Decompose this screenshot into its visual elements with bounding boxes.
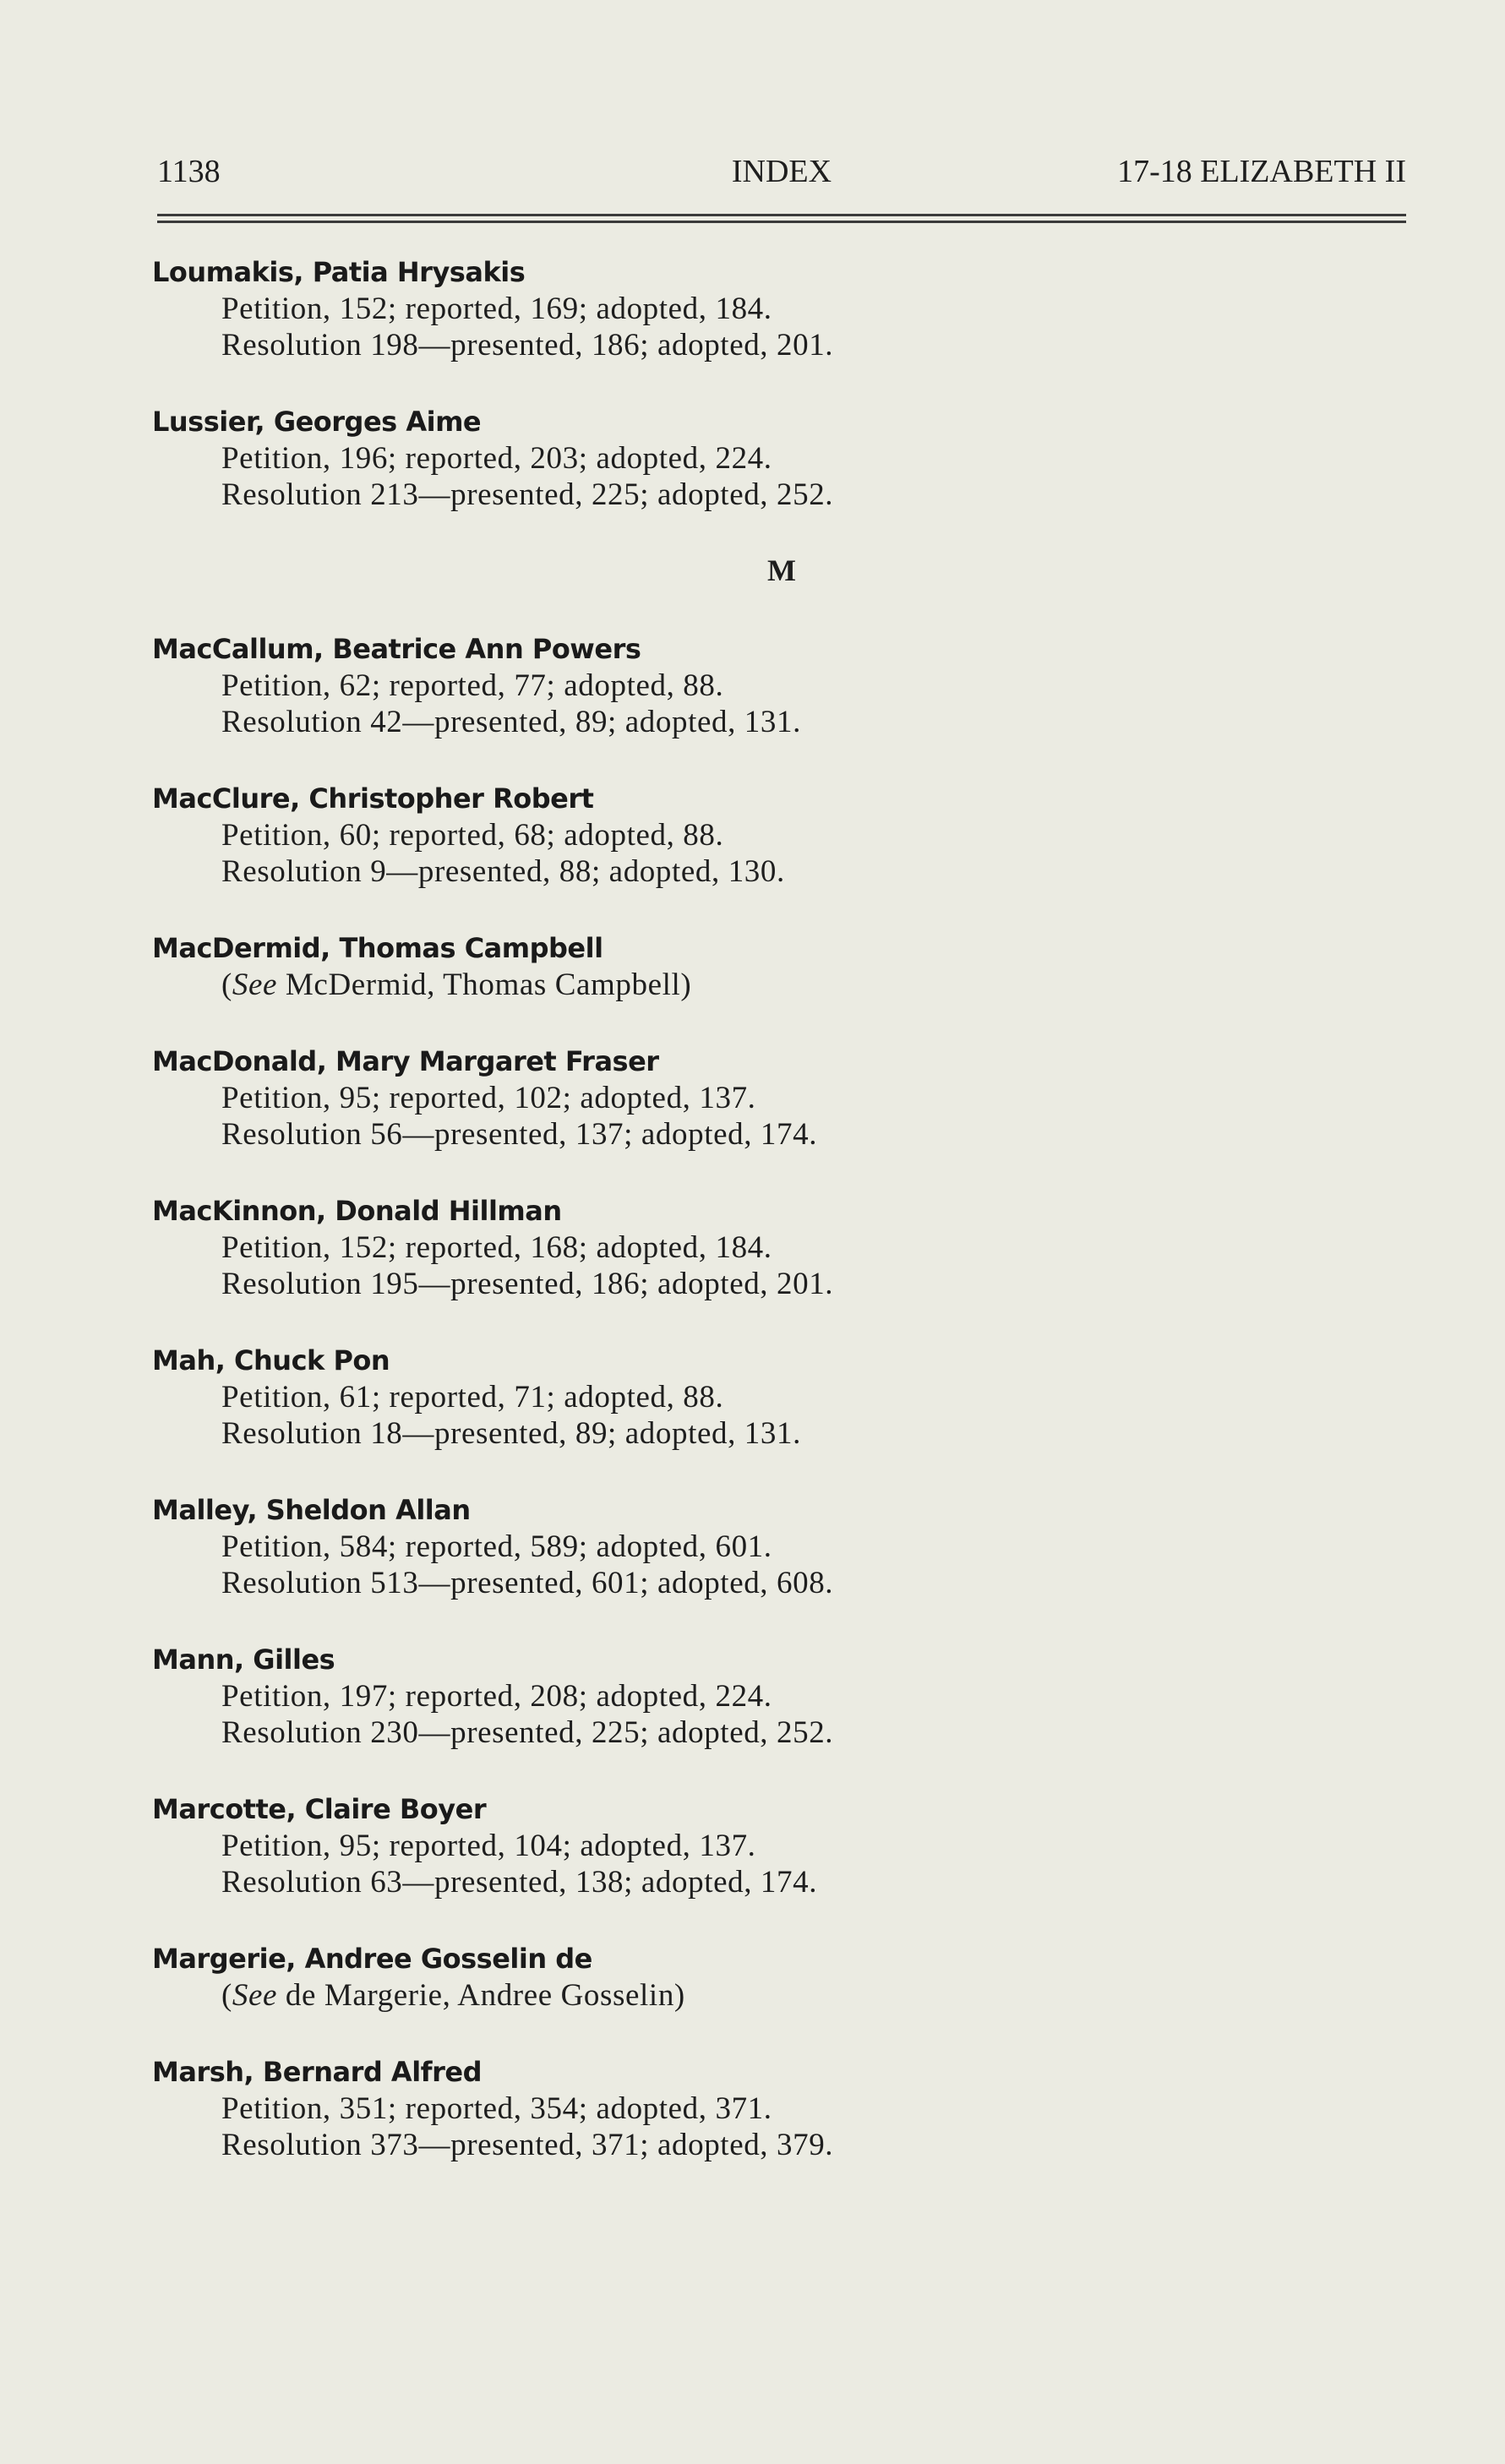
entry-name: Mah, Chuck Pon	[152, 1344, 390, 1376]
entry-name: Mann, Gilles	[152, 1644, 335, 1676]
index-entry	[152, 780, 1251, 890]
entries-before	[152, 253, 1251, 513]
entry-name: MacCallum, Beatrice Ann Powers	[152, 633, 641, 665]
header-rule-top	[157, 214, 1406, 216]
entry-reference-line: Petition, 95; reported, 104; adopted, 137.	[221, 1829, 756, 1863]
index-entry	[152, 253, 1251, 363]
entries-after	[152, 630, 1251, 2163]
index-entry	[152, 1192, 1251, 1302]
header-title: INDEX	[731, 154, 832, 189]
entry-reference-line: Resolution 63—presented, 138; adopted, 174.	[221, 1865, 818, 1900]
see-target: McDermid, Thomas Campbell)	[277, 968, 692, 1002]
entry-name: Malley, Sheldon Allan	[152, 1494, 471, 1526]
header-rule-bottom	[157, 221, 1406, 223]
page-number: 1138	[157, 154, 221, 189]
see-word: See	[232, 1978, 278, 2013]
entry-name: MacDonald, Mary Margaret Fraser	[152, 1045, 659, 1077]
entry-name: MacClure, Christopher Robert	[152, 782, 594, 815]
entry-reference-line: Resolution 18—presented, 89; adopted, 131.	[221, 1416, 801, 1451]
entry-reference-line: Petition, 61; reported, 71; adopted, 88.	[221, 1380, 724, 1415]
index-entry	[152, 403, 1251, 513]
index-entry	[152, 1491, 1251, 1601]
entry-name: Marsh, Bernard Alfred	[152, 2056, 482, 2088]
entry-name: Loumakis, Patia Hrysakis	[152, 256, 526, 288]
see-target: de Margerie, Andree Gosselin)	[277, 1978, 685, 2013]
entry-reference-line: Petition, 95; reported, 102; adopted, 137.	[221, 1081, 756, 1115]
entry-reference-line: Petition, 152; reported, 169; adopted, 184.	[221, 292, 772, 326]
index-entry	[152, 630, 1251, 740]
entry-name: MacDermid, Thomas Campbell	[152, 932, 603, 964]
entry-reference-line: Petition, 152; reported, 168; adopted, 184.	[221, 1230, 772, 1265]
running-header	[157, 150, 1406, 193]
index-entry	[152, 1342, 1251, 1452]
index-entry	[152, 1791, 1251, 1900]
entry-name: Lussier, Georges Aime	[152, 406, 482, 438]
entry-reference-line: Petition, 351; reported, 354; adopted, 371.	[221, 2091, 772, 2126]
entry-name: Marcotte, Claire Boyer	[152, 1793, 487, 1825]
entry-reference-line: Petition, 584; reported, 589; adopted, 601.	[221, 1529, 772, 1564]
see-open-paren: (	[221, 1978, 232, 2013]
entry-see-reference	[152, 1977, 1251, 2014]
index-entry	[152, 1043, 1251, 1153]
entry-reference-line: Resolution 195—presented, 186; adopted, 201.	[221, 1267, 834, 1301]
index-entry	[152, 1940, 1251, 2014]
entry-reference-line: Resolution 42—presented, 89; adopted, 131.	[221, 705, 801, 739]
entry-reference-line: Petition, 62; reported, 77; adopted, 88.	[221, 668, 724, 703]
entry-name: Margerie, Andree Gosselin de	[152, 1943, 592, 1975]
index-body	[152, 253, 1251, 2203]
entry-reference-line: Petition, 196; reported, 203; adopted, 224.	[221, 441, 772, 476]
entry-reference-line: Resolution 213—presented, 225; adopted, 252.	[221, 477, 834, 512]
entry-reference-line: Petition, 60; reported, 68; adopted, 88.	[221, 818, 724, 853]
entry-reference-line: Resolution 373—presented, 371; adopted, 379.	[221, 2128, 834, 2162]
see-word: See	[232, 968, 278, 1002]
see-open-paren: (	[221, 968, 232, 1002]
entry-reference-line: Resolution 198—presented, 186; adopted, 201.	[221, 328, 834, 363]
header-session: 17-18 ELIZABETH II	[1117, 154, 1406, 189]
entry-reference-line: Resolution 9—presented, 88; adopted, 130.	[221, 854, 785, 889]
entry-reference-line: Resolution 513—presented, 601; adopted, 608.	[221, 1566, 834, 1600]
entry-reference-line: Resolution 230—presented, 225; adopted, 252.	[221, 1715, 834, 1750]
entry-name: MacKinnon, Donald Hillman	[152, 1195, 562, 1227]
entry-see-reference	[152, 967, 1251, 1003]
index-entry	[152, 2053, 1251, 2163]
entry-reference-line: Petition, 197; reported, 208; adopted, 224.	[221, 1679, 772, 1714]
index-entry	[152, 929, 1251, 1003]
index-entry	[152, 1641, 1251, 1751]
section-letter: M	[767, 553, 796, 587]
entry-reference-line: Resolution 56—presented, 137; adopted, 174.	[221, 1117, 818, 1152]
